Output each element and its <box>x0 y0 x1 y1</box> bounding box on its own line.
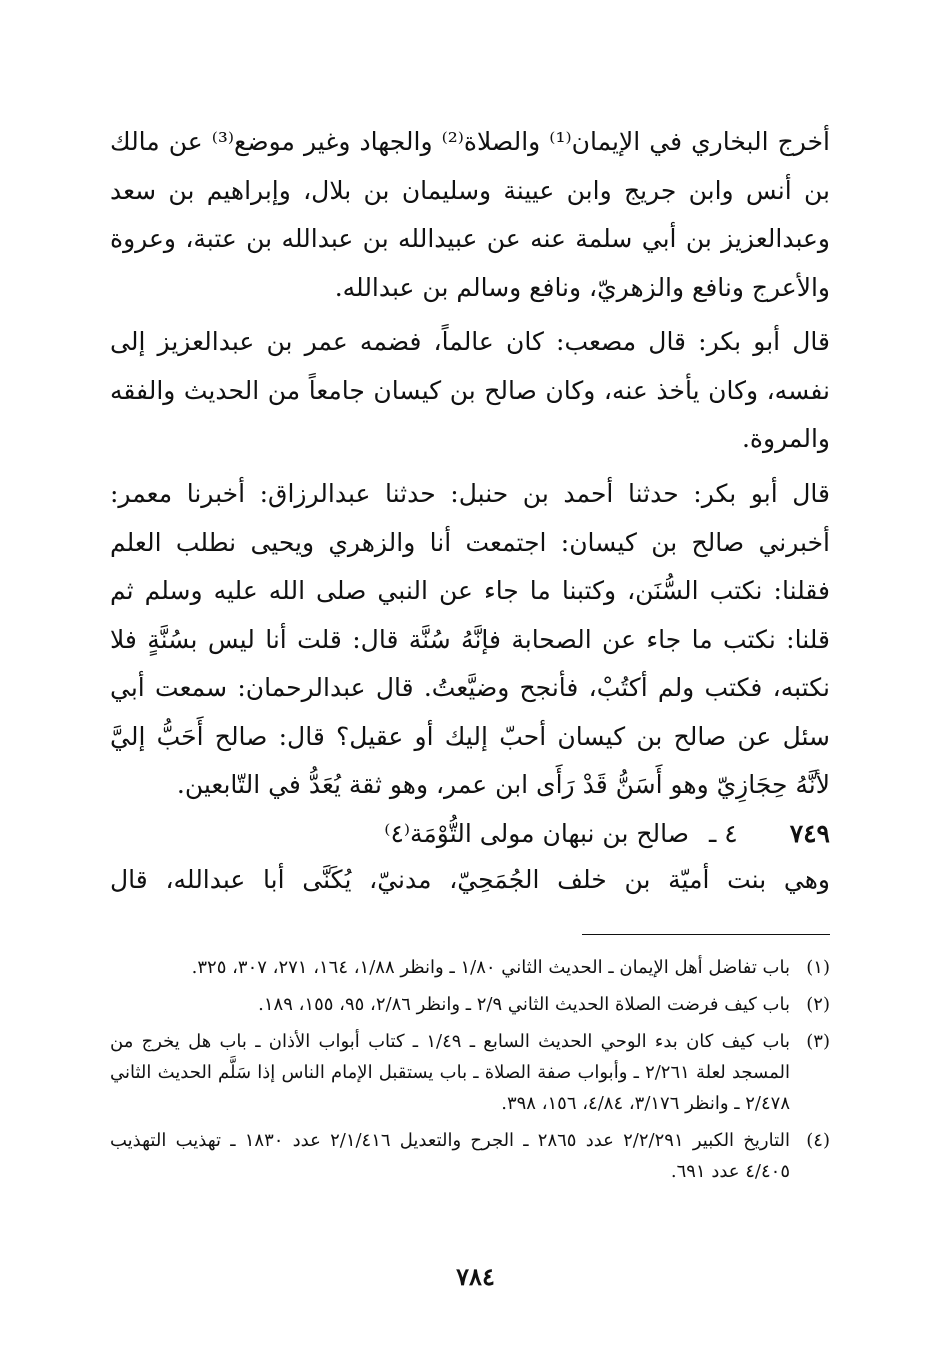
footnote-text: باب كيف كان بدء الوحي الحديث السابع ـ ١/٤٩ ـ كتاب أبواب الأذان ـ باب هل يخرج من المسجد لعلة ٢/٢٦١ ـ وأبواب صفة الصلاة ـ باب يستقبل الإمام الناس إذا سَلَّم الحديث الثاني ٢/٤٧٨ ـ وانظر ٣/١٧٦، ٤/٨٤، ١٥٦، ٣٩٨. <box>110 1031 790 1114</box>
footnote-4 <box>110 1125 830 1187</box>
entry-sub-number: ٤ ـ <box>708 819 738 848</box>
footnote-3 <box>110 1026 830 1119</box>
footnote-text: باب تفاضل أهل الإيمان ـ الحديث الثاني ١/٨٠ ـ وانظر ١/٨٨، ١٦٤، ٢٧١، ٣٠٧، ٣٢٥. <box>191 957 790 978</box>
footnote-marker: (٤) <box>806 1130 830 1151</box>
page-number: ٧٨٤ <box>456 1262 495 1291</box>
entry-title: صالح بن نبهان مولى التُّوْمَة⁽٤⁾ <box>384 819 689 848</box>
footnote-2 <box>110 989 830 1020</box>
body-paragraph-2: قال أبو بكر: قال مصعب: كان عالماً، فضمه عمر بن عبدالعزيز إلى نفسه، وكان يأخذ عنه، وكان صالح بن كيسان جامعاً من الحديث والفقه والمروة. <box>110 327 830 453</box>
entry-first-line: وهي بنت أميّة بن خلف الجُمَحِيّ، مدنيّ، يُكَنَّى أبا عبدالله، قال <box>110 865 830 894</box>
body-paragraph-3: قال أبو بكر: حدثنا أحمد بن حنبل: حدثنا عبدالرزاق: أخبرنا معمر: أخبرني صالح بن كيسان: اجتمعت أنا والزهري ويحيى نطلب العلم فقلنا: نكتب السُّنَن، وكتبنا ما جاء عن النبي صلى الله عليه وسلم ثم قلنا: نكتب ما جاء عن الصحابة فإنَّهُ سُنَّة قال: قلت أنا ليس بسُنَّةٍ فلا نكتبه، فكتب ولم أكتُبْ، فأنجح وضيَّعتُ. قال عبدالرحمان: سمعت أبي سئل عن صالح بن كيسان أحبّ إليك أو عقيل؟ قال: صالح أَحَبُّ إليَّ لأنَّهُ حِجَازِيّ وهو أَسَنُّ قَدْ رَأَى ابن عمر، وهو ثقة يُعَدُّ في التّابعين. <box>110 479 830 799</box>
biography-entry-heading <box>110 810 830 858</box>
footnote-marker: (١) <box>806 957 830 978</box>
body-paragraph-1: أخرج البخاري في الإيمان⁽¹⁾ والصلاة⁽²⁾ والجهاد وغير موضع⁽³⁾ عن مالك بن أنس وابن جريج وابن عيينة وسليمان بن بلال، وإبراهيم بن سعد وعبدالعزيز بن أبي سلمة عنه عن عبيدالله بن عبدالله بن عتبة، وعروة والأعرج ونافع والزهريّ، ونافع وسالم بن عبدالله. <box>110 127 830 302</box>
footnote-marker: (٣) <box>806 1031 830 1052</box>
footnote-separator <box>582 934 830 935</box>
footnote-marker: (٢) <box>806 994 830 1015</box>
entry-number: ٧٤٩ <box>789 819 830 848</box>
footnote-text: باب كيف فرضت الصلاة الحديث الثاني ٢/٩ ـ وانظر ٢/٨٦، ٩٥، ١٥٥، ١٨٩. <box>258 994 790 1015</box>
footnote-text: التاريخ الكبير ٢/٢/٢٩١ عدد ٢٨٦٥ ـ الجرح والتعديل ٢/١/٤١٦ عدد ١٨٣٠ ـ تهذيب التهذيب ٤/٤٠٥ عدد ٦٩١. <box>110 1130 791 1182</box>
footnote-1 <box>110 952 830 983</box>
footnotes <box>110 952 830 1193</box>
